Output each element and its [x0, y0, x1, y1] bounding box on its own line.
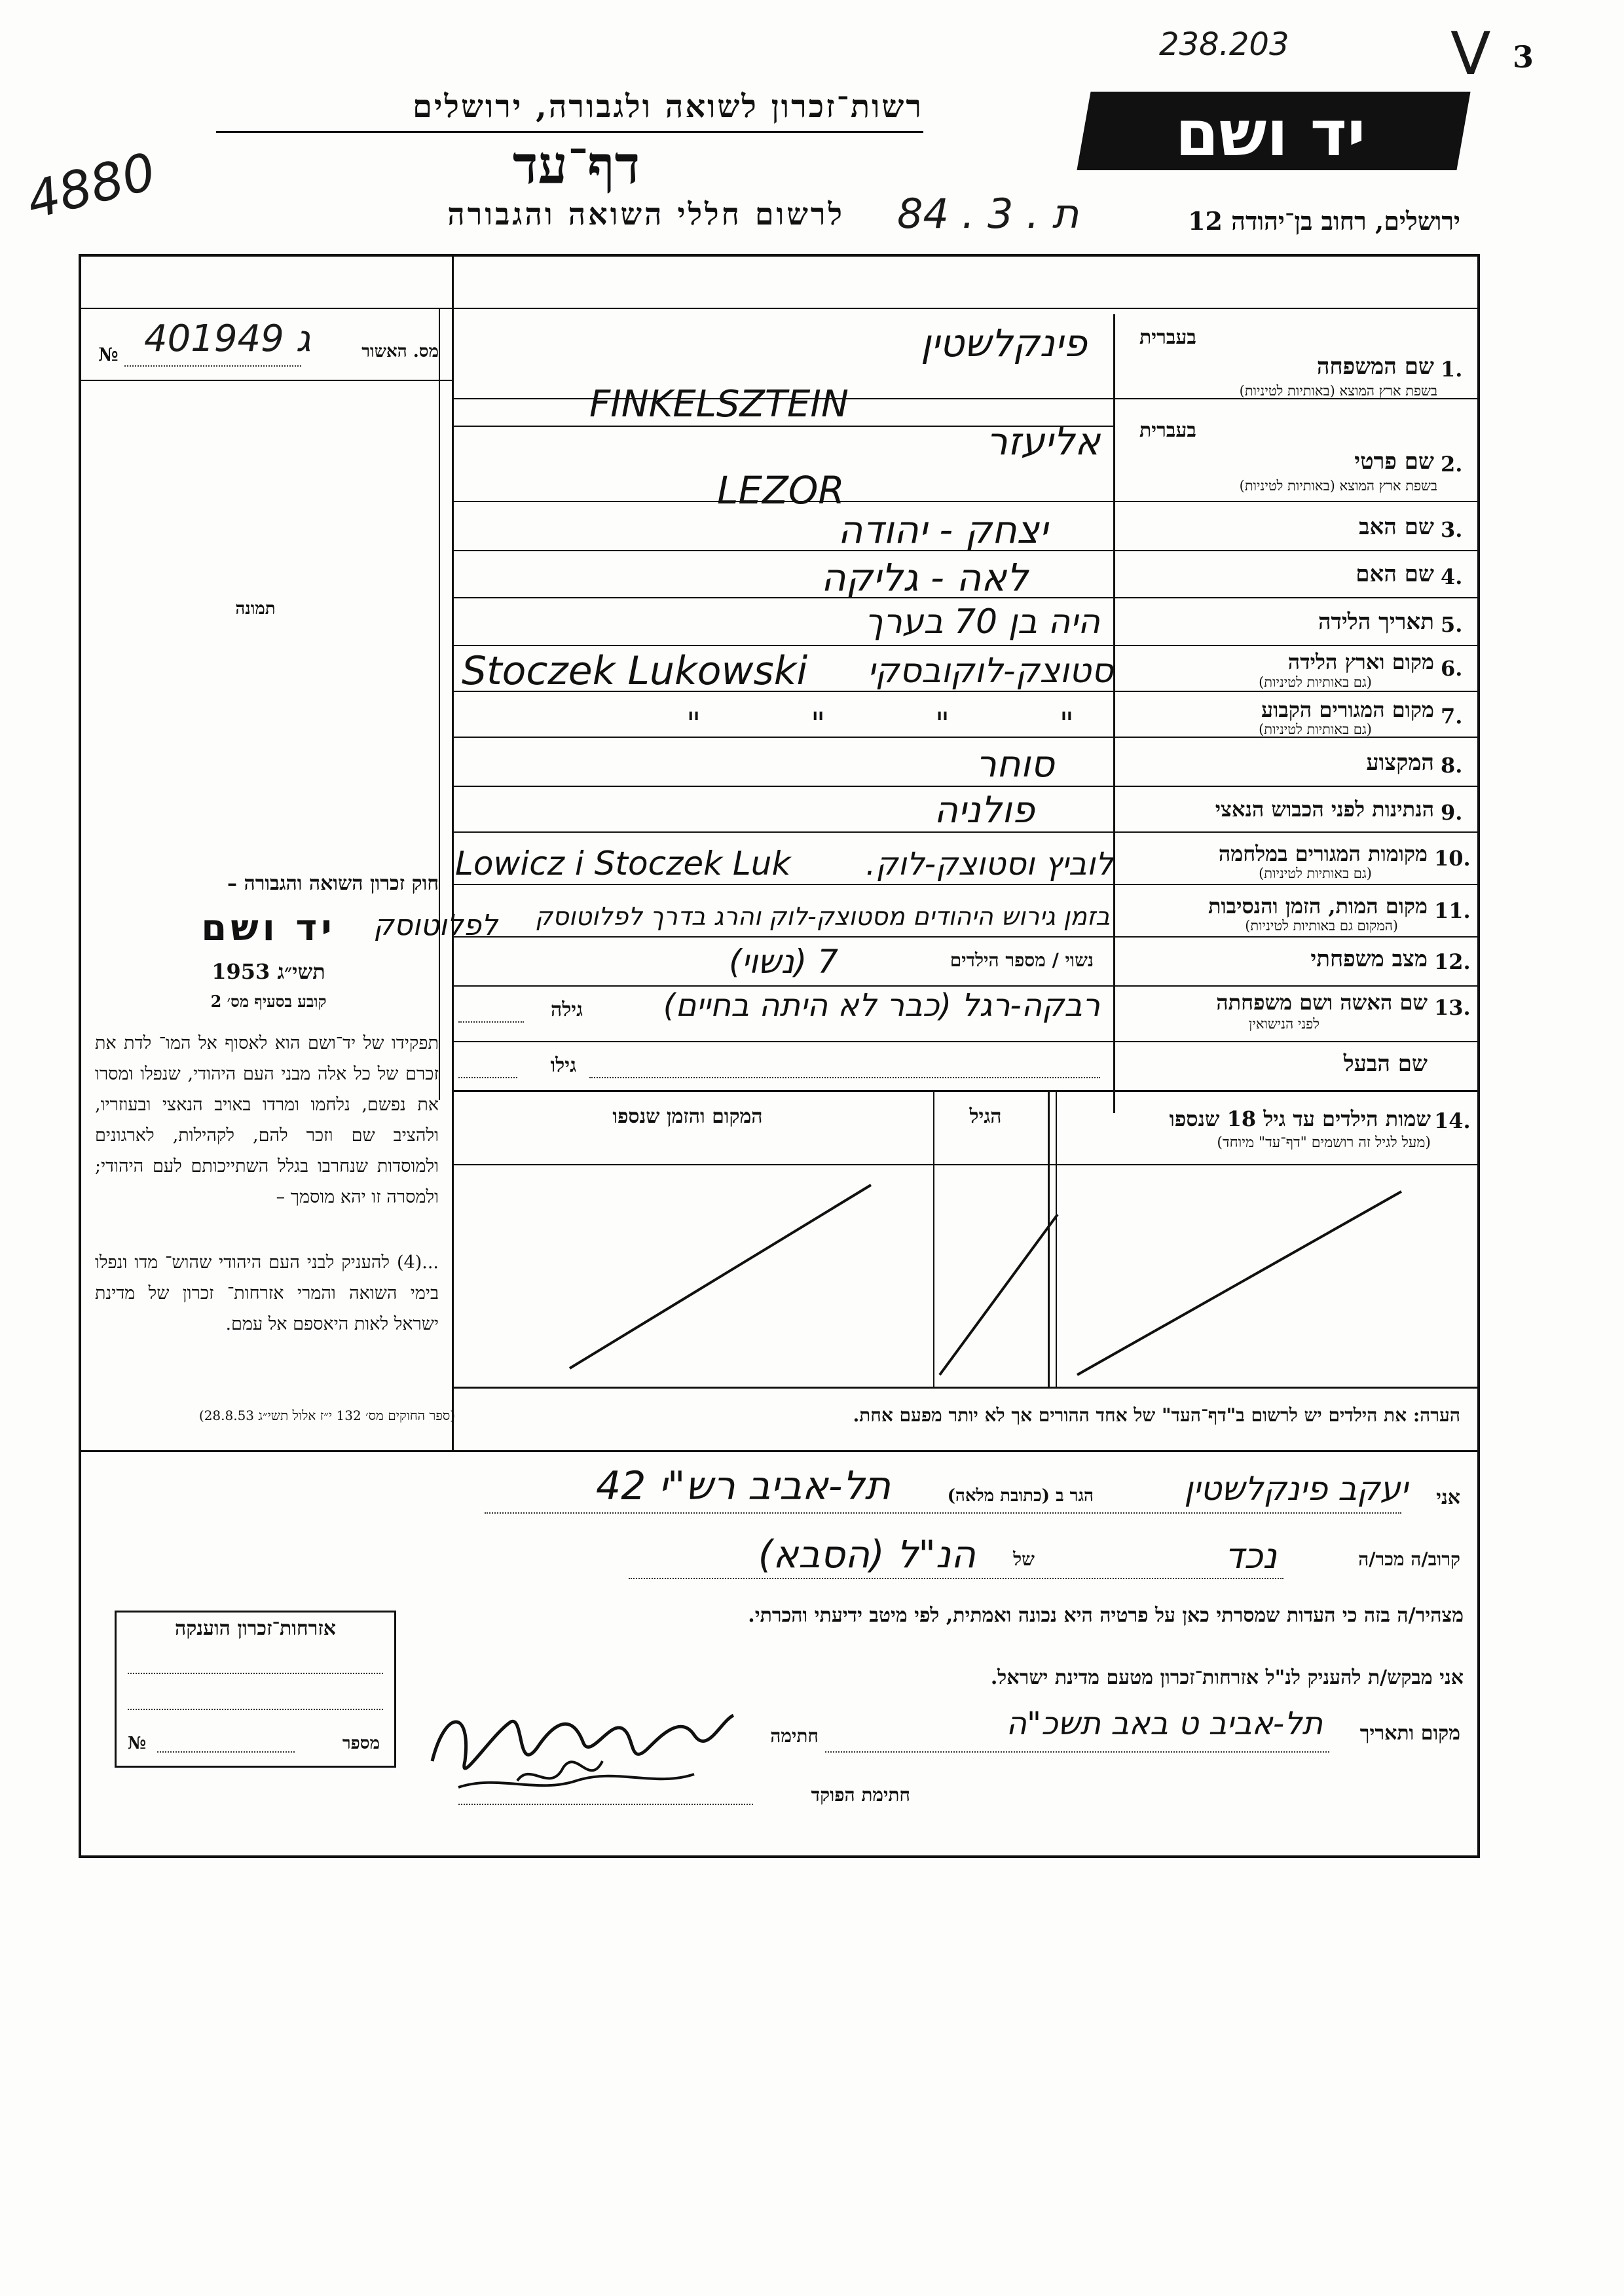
declarant-address: תל-אביב רש"י 42 — [596, 1463, 891, 1509]
field-6-label: מקום וארץ הלידה — [1287, 649, 1434, 674]
field-3-value: יצחק - יהודה — [838, 507, 1048, 552]
field-6-number: 6. — [1441, 656, 1463, 681]
field-13-age-dotted — [458, 1021, 524, 1023]
field-13-age-label: גילה — [550, 998, 583, 1021]
top-band-line — [79, 308, 1480, 309]
field-9-label: הנתינות לפני הכבוש הנאצי — [1215, 797, 1434, 822]
law-logo: יד ושם — [201, 907, 336, 949]
field-3-label: שם האב — [1359, 514, 1434, 540]
field-1-value-latin: FINKELSZTEIN — [589, 383, 849, 426]
row-line-13 — [452, 1041, 1480, 1042]
law-clause: קובע בסעיף מס׳ 2 — [210, 992, 327, 1011]
field-12-inline-label: נשוי / מספר הילדים — [950, 949, 1094, 971]
page-number: 3 — [1513, 39, 1534, 75]
field-3-number: 3. — [1441, 517, 1463, 542]
husband-age-label: גילו — [550, 1054, 576, 1077]
row-line-11 — [452, 936, 1480, 938]
side-handwritten-number: 4880 — [21, 142, 162, 231]
field-2-number: 2. — [1441, 452, 1463, 477]
children-strikeout — [452, 1165, 1480, 1388]
field-7-number: 7. — [1441, 704, 1463, 729]
note-bottom-line — [79, 1450, 1480, 1452]
field-6-sub: (גם באותיות לטיניות) — [1259, 674, 1372, 690]
field-13-number: 13. — [1434, 995, 1471, 1020]
field-4-label: שם האם — [1356, 561, 1434, 587]
handwritten-file-number: 238.203 — [1159, 26, 1289, 63]
check-mark: V — [1450, 20, 1491, 88]
field-10-number: 10. — [1434, 846, 1471, 871]
field-7-sub: (גם באותיות לטיניות) — [1259, 721, 1372, 737]
law-paragraph-1: תפקידו של יד־ושם הוא לאסוף אל המו־ לדת את זכרם של כל אלה מבני העם היהודי, שנפלו ומסרו את נפשם, נלחמו ומרדו באויב הנאצי ובעוזריו, ולהציב שם וזכר להם, לקהילות, לארגונים ולמוסדות שנחרבו בגלל השתייכותם לעם היהודי; ולמסרה זו יהא מוסמך – — [95, 1033, 439, 1207]
field-1-lang: בעברית — [1139, 326, 1196, 349]
row-line-12 — [452, 985, 1480, 987]
field-10-value-hebrew: לוביץ וסטוצק-לוק. — [866, 846, 1113, 883]
children-header-names-sub: (מעל לגיל זה רושמים "דף־עד" מיוחד) — [1217, 1135, 1431, 1151]
approval-no-sign: № — [98, 344, 119, 365]
children-header-names: שמות הילדים עד גיל 18 שנספו — [1169, 1106, 1431, 1131]
strikeout-names — [1077, 1192, 1401, 1375]
field-8-value: סוחר — [976, 743, 1054, 786]
form-subtitle: לרשום חללי השואה והגבורה — [447, 196, 845, 232]
field-13-label: שם האשה ושם משפחתה — [1216, 990, 1428, 1015]
citizenship-no-sign: № — [128, 1734, 147, 1753]
citizenship-number-line — [157, 1751, 295, 1753]
field-12-value: 7 (נשוי) — [729, 943, 838, 981]
field-6-value-hebrew: סטוצק-לוקובסקי — [867, 651, 1113, 691]
approval-dotted-line — [124, 365, 301, 367]
authority-underline — [216, 131, 923, 133]
field-10-value-latin: Lowicz i Stoczek Luk — [455, 845, 791, 883]
field-5-value: היה בן 70 בערך — [864, 602, 1100, 642]
signature-label: חתימה — [770, 1725, 819, 1747]
husband-label: שם הבעל — [1343, 1051, 1428, 1077]
husband-name-dotted — [589, 1077, 1100, 1078]
field-7-label: מקום המגורים הקבוע — [1261, 697, 1434, 722]
relation-label: קרוב/ה מכר/ה — [1358, 1548, 1460, 1570]
field-1-label: שם המשפחה — [1316, 354, 1434, 380]
declarant-signature — [419, 1683, 740, 1800]
place-date-value: תל-אביב ט באב תשכ"ה — [1006, 1705, 1323, 1742]
field-11-sub: (המקום גם באותיות לטיניות) — [1245, 918, 1398, 934]
field-2-label: שם פרטי — [1354, 448, 1434, 475]
row-line-10 — [452, 884, 1480, 885]
law-year: תשי״ג 1953 — [212, 959, 325, 984]
row-line-2 — [452, 501, 1480, 502]
field-9-number: 9. — [1441, 800, 1463, 825]
children-number: 14. — [1434, 1108, 1471, 1133]
citizenship-number-label: מספר — [342, 1734, 380, 1753]
field-12-number: 12. — [1434, 949, 1471, 974]
field-13-value: רבקה-רגל (כבר לא היתה בחיים) — [663, 987, 1100, 1024]
citizenship-line-1 — [128, 1673, 383, 1674]
declarant-line-1 — [485, 1512, 1401, 1514]
law-paragraph-2: ...(4) להעניק לבני העם היהודי שהוש־ מדו ונפלו בימי השואה והמרי אזרחות־ זכרון של מדינת ישראל לאות היאספם אל עמם. — [95, 1252, 439, 1334]
field-10-label: מקומות המגורים במלחמה — [1218, 841, 1428, 866]
relation-value: נכד — [1225, 1535, 1277, 1576]
declaration-text: מצהיר/ה בזה כי העדות שמסרתי כאן על פרטיה היא נכונה ואמתית, לפי מיטב ידיעתי והכרתי. — [748, 1604, 1464, 1627]
declarant-line-2 — [629, 1578, 1283, 1579]
field-2-value-hebrew: אליעזר — [986, 419, 1100, 464]
children-header-age: הגיל — [969, 1105, 1002, 1128]
field-2-sub: בשפת ארץ המוצא (באותיות לטיניות) — [1239, 478, 1437, 494]
officer-signature-line — [458, 1804, 753, 1805]
declarant-start-label: אני — [1436, 1486, 1460, 1509]
form-title: דף־עד — [512, 134, 640, 196]
request-text: אני מבקש/ת להעניק לנ"ל אזרחות־זכרון מטעם מדינת ישראל. — [990, 1666, 1464, 1689]
field-11-number: 11. — [1434, 898, 1471, 923]
field-5-label: תאריך הלידה — [1318, 609, 1434, 635]
field-4-value: לאה - גליקה — [821, 555, 1028, 600]
address: ירושלים, רחוב בן־יהודה 12 — [1188, 206, 1460, 236]
field-1-sub: בשפת ארץ המוצא (באותיות לטיניות) — [1239, 383, 1437, 399]
children-bottom-line — [452, 1387, 1480, 1389]
field-8-label: המקצוע — [1366, 750, 1434, 776]
law-handwritten-note: לפלוטוסק — [373, 909, 498, 942]
relation-of-label: של — [1013, 1548, 1035, 1570]
field-13-sub: לפני הנישואין — [1249, 1016, 1320, 1032]
field-8-number: 8. — [1441, 753, 1463, 778]
label-column-divider — [1113, 314, 1115, 1113]
field-9-value: פולניה — [934, 789, 1035, 831]
field-6-value-latin: Stoczek Lukowski — [462, 648, 808, 694]
field-1-value-hebrew: פינקלשטין — [920, 321, 1087, 365]
approval-number: ג 401949 — [144, 318, 311, 360]
strikeout-place — [570, 1185, 871, 1368]
row-line-9 — [452, 831, 1480, 833]
declarant-name: יעקב פינקלשטין — [1184, 1470, 1408, 1508]
handwritten-date: 84 . 3 . ת — [897, 190, 1079, 238]
field-1-number: 1. — [1441, 357, 1463, 382]
row-line-5 — [452, 645, 1480, 646]
note-row-divider — [452, 1387, 454, 1452]
approval-label: מס. האשור — [361, 342, 439, 361]
approval-box-bottom — [79, 380, 452, 381]
citizenship-title: אזרחות־זכרון הוענקה — [174, 1617, 337, 1640]
left-column-inner-divider — [439, 308, 440, 1100]
strikeout-age — [940, 1214, 1058, 1375]
relation-person: הנ"ל (הסבא) — [758, 1532, 976, 1576]
officer-signature-label: חתימת הפוקד — [811, 1784, 910, 1806]
row-line-14 — [452, 1090, 1480, 1092]
field-11-value: בזמן גירוש היהודים מסטוצק-לוק והרג בדרך לפלוטוסק — [535, 902, 1110, 931]
field-7-value: " " " " — [686, 706, 1074, 742]
logo-text: יד ושם — [1175, 97, 1366, 170]
field-10-sub: (גם באותיות לטיניות) — [1259, 866, 1372, 881]
field-11-label: מקום המות, הזמן והנסיבות — [1208, 894, 1428, 919]
law-footnote: (ספר החוקים מס׳ 132 י״ז אלול תשי״ג 28.8.53) — [198, 1408, 455, 1423]
note-line: הערה: את הילדים יש לרשום ב"דף־העד" של אחד ההורים אך לא יותר מפעם אחת. — [853, 1404, 1460, 1426]
field-12-label: מצב משפחתי — [1310, 946, 1428, 972]
photo-label: תמונה — [235, 599, 276, 619]
place-date-label: מקום ותאריך — [1359, 1722, 1460, 1745]
law-title: חוק זכרון השואה והגבורה – — [227, 872, 439, 895]
place-date-line — [825, 1751, 1329, 1753]
citizenship-line-2 — [128, 1709, 383, 1710]
field-4-number: 4. — [1441, 564, 1463, 589]
husband-age-dotted — [458, 1077, 517, 1078]
row-line-8 — [452, 786, 1480, 787]
children-header-place: המקום והזמן שנספו — [612, 1105, 763, 1128]
field-5-number: 5. — [1441, 612, 1463, 637]
authority-line: רשות־זכרון לשואה ולגבורה, ירושלים — [412, 88, 923, 125]
declarant-address-label: הגר ב (כתובת מלאה) — [947, 1486, 1094, 1506]
field-2-value-latin: LEZOR — [717, 468, 845, 513]
field-2-lang: בעברית — [1139, 419, 1196, 442]
